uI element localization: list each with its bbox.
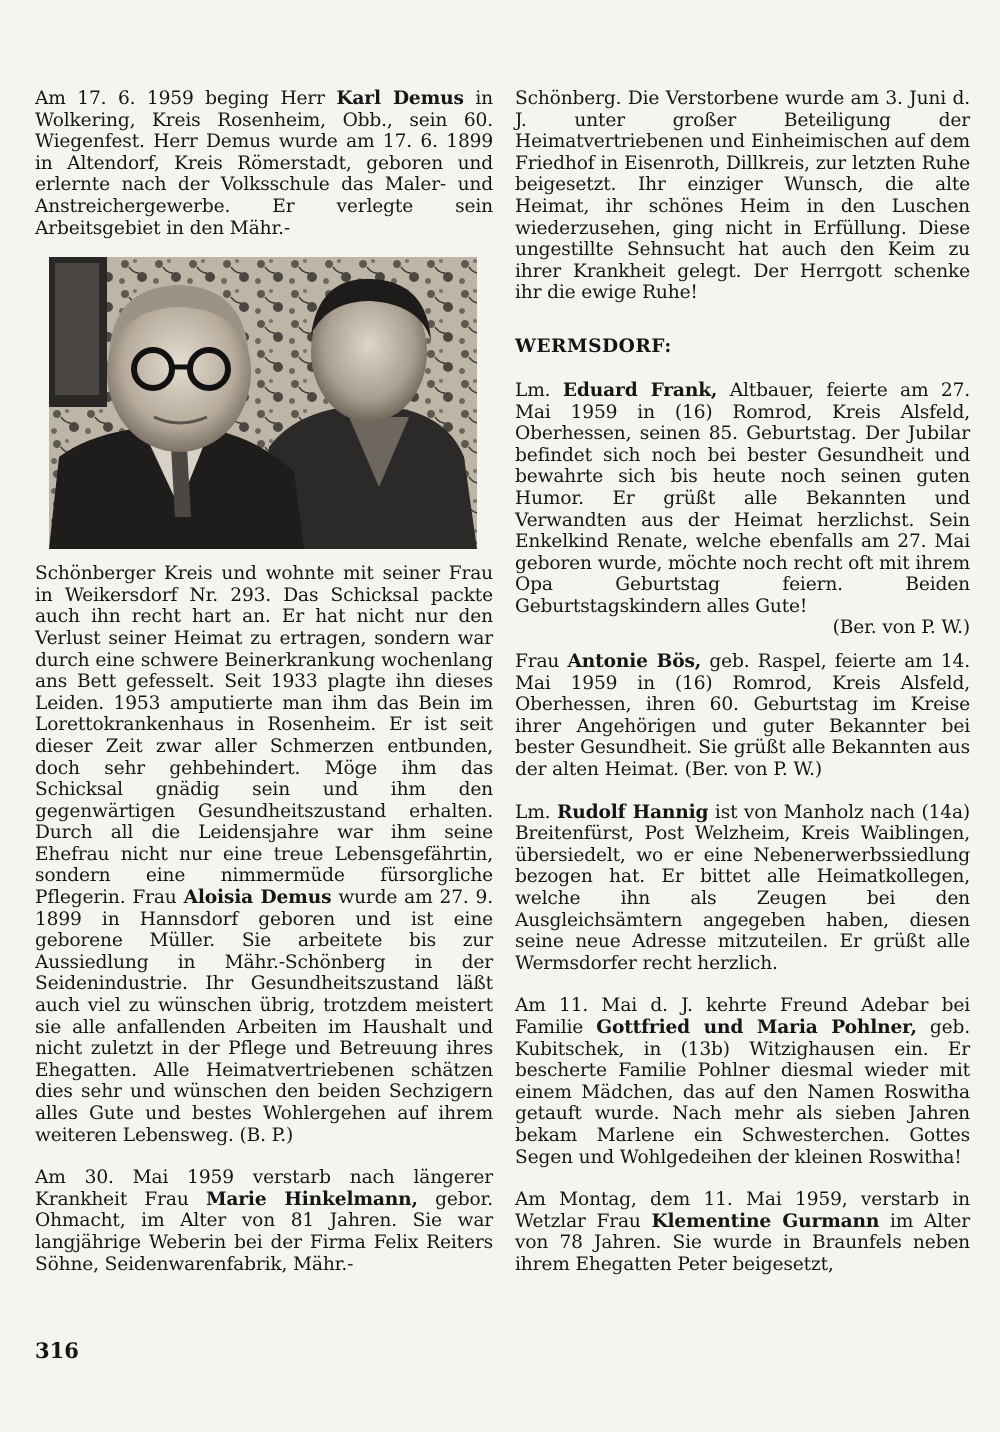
- article-eduard-frank: Lm. Eduard Frank, Altbauer, feierte am 27. Mai 1959 in (16) Romrod, Kreis Alsfeld, Oberhessen, seinen 85. Geburtstag. Der Jubilar befindet sich noch bei bester Gesundheit und bewahrte sich bis heute noch seinen guten Humor. Er grüßt alle Bekannten und Verwandten aus der Heimat herzlichst. Sein Enkelkind Renate, welche ebenfalls am 27. Mai geboren wurde, möchte noch recht oft mit ihrem Opa Geburtstag feiern. Beiden Geburtstagskindern alles Gute! (Ber. von P. W.): [515, 379, 971, 639]
- article-klementine-gurmann: Am Montag, dem 11. Mai 1959, verstarb in Wetzlar Frau Klementine Gurmann im Alter von 78 Jahren. Sie wurde in Braunfels neben ihrem Ehegatten Peter beigesetzt,: [515, 1189, 970, 1275]
- article-marie-hinkelmann: Am 30. Mai 1959 verstarb nach längerer Krankheit Frau Marie Hinkelmann, gebor. Ohmacht, im Alter von 81 Jahren. Sie war langjährige Weberin bei der Firma Felix Reiters Söhne, Seidenwarenfabrik, Mähr.-: [35, 1167, 494, 1275]
- name-rudolf-hannig: Rudolf Hannig: [556, 801, 709, 823]
- left-column: [35, 88, 493, 1275]
- article-antonie-boes: Frau Antonie Bös, geb. Raspel, feierte am 14. Mai 1959 in (16) Romrod, Kreis Alsfeld, Oberhessen, ihren 60. Geburtstag im Kreise ihrer Angehörigen und guter Bekannter bei bester Gesundheit. Sie grüßt alle Bekannten aus der alten Heimat. (Ber. von P. W.): [515, 651, 970, 781]
- name-eduard-frank: Eduard Frank,: [562, 379, 718, 401]
- name-klementine-gurmann: Klementine Gurmann: [651, 1210, 880, 1232]
- name-aloisia-demus: Aloisia Demus: [183, 887, 332, 909]
- article-karl-demus-intro: Am 17. 6. 1959 beging Herr Karl Demus in Wolkering, Kreis Rosenheim, Obb., sein 60. Wiegenfest. Herr Demus wurde am 17. 6. 1899 in Altendorf, Kreis Römerstadt, geboren und erlernte nach der Volksschule das Maler- und Anstreichergewerbe. Er verlegte sein Arbeitsgebiet in den Mähr.-: [35, 88, 493, 239]
- article-pohlner-birth: Am 11. Mai d. J. kehrte Freund Adebar bei Familie Gottfried und Maria Pohlner, geb. Kubitschek, in (13b) Witzighausen ein. Er bescherte Familie Pohlner diesmal wieder mit einem Mädchen, das auf den Namen Roswitha getauft wurde. Nach mehr als sieben Jahren bekam Marlene ein Schwesterchen. Gottes Segen und Wohlgedeihen der kleinen Roswitha!: [515, 995, 970, 1168]
- name-gottfried-maria-pohlner: Gottfried und Maria Pohlner,: [596, 1016, 917, 1038]
- right-column: [515, 88, 970, 1276]
- name-karl-demus: Karl Demus: [336, 88, 464, 109]
- article-rudolf-hannig: Lm. Rudolf Hannig ist von Manholz nach (14a) Breitenfürst, Post Welzheim, Kreis Waiblingen, übersiedelt, wo er eine Nebenerwerbssiedlung bezogen hat. Er bittet alle Heimatkollegen, welche ihn als Zeugen bei den Ausgleichsämtern angegeben haben, diesen seine neue Adresse mitzuteilen. Er grüßt alle Wermsdorfer recht herzlich.: [515, 801, 970, 974]
- name-antonie-boes: Antonie Bös,: [567, 651, 702, 673]
- couple-photo: [49, 257, 477, 549]
- page-number: 316: [35, 1338, 79, 1363]
- section-heading-wermsdorf: WERMSDORF:: [515, 335, 672, 357]
- signature: (Ber. von P. W.): [832, 617, 970, 639]
- article-karl-demus-continued: Schönberger Kreis und wohnte mit seiner Frau in Weikersdorf Nr. 293. Das Schicksal packte auch ihn recht hart an. Er hat nicht nur den Verlust seiner Heimat zu ertragen, sondern war durch eine schwere Beinerkrankung wochenlang ans Bett gefesselt. Seit 1933 plagte ihn dieses Leiden. 1953 amputierte man ihm das Bein im Lorettokrankenhaus in Rosenheim. Er ist seit dieser Zeit zwar aller Schmerzen entbunden, doch sehr gehbehindert. Möge ihm das Schicksal gnädig sein und ihm den gegenwärtigen Gesundheitszustand erhalten. Durch all die Leidensjahre war ihm seine Ehefrau nicht nur eine treue Lebensgefährtin, sondern eine nimmermüde fürsorgliche Pflegerin. Frau Aloisia Demus wurde am 27. 9. 1899 in Hannsdorf geboren und ist eine geborene Müller. Sie arbeitete bis zur Aussiedlung in Mähr.-Schönberg in der Seidenindustrie. Ihr Gesundheitszustand läßt auch viel zu wünschen übrig, trotzdem meistert sie alle anfallenden Arbeiten im Haushalt und nicht zuletzt in der Pflege und Betreuung ihres Ehegatten. Alle Heimatvertriebenen schätzen dies sehr und wünschen den beiden Sechzigern alles Gute und bestes Wohlergehen auf ihrem weiteren Lebensweg. (B. P.): [35, 563, 493, 1146]
- name-marie-hinkelmann: Marie Hinkelmann,: [205, 1188, 418, 1210]
- article-marie-hinkelmann-continued: Schönberg. Die Verstorbene wurde am 3. Juni d. J. unter großer Beteiligung der Heimatvertriebenen und Einheimischen auf dem Friedhof in Eisenroth, Dillkreis, zur letzten Ruhe beigesetzt. Ihr einziger Wunsch, die alte Heimat, ihr schönes Heim in den Luschen wiederzusehen, ging nicht in Erfüllung. Diese ungestillte Sehnsucht hat auch den Keim zu ihrer Krankheit gelegt. Der Herrgott schenke ihr die ewige Ruhe!: [515, 88, 970, 304]
